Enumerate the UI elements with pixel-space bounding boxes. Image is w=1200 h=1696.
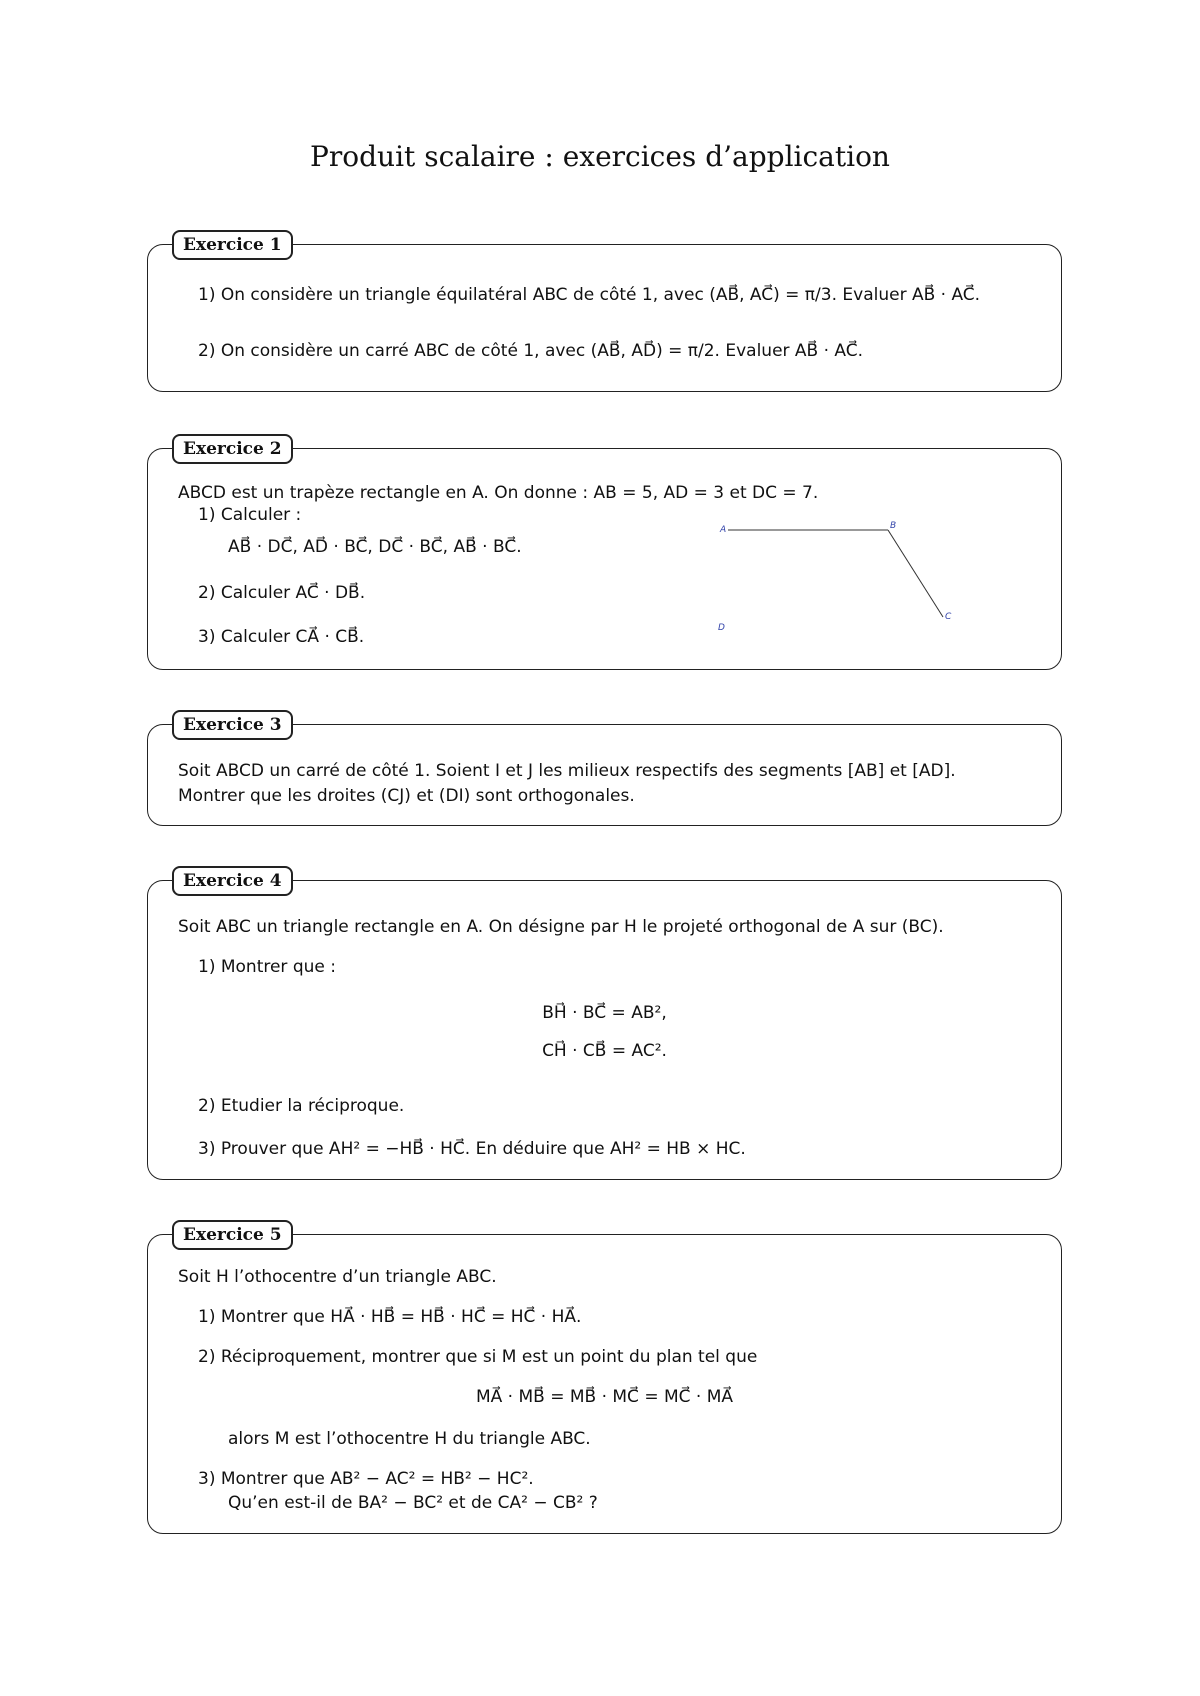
exercise-2-intro: ABCD est un trapèze rectangle en A. On donne : AB = 5, AD = 3 et DC = 7.: [178, 483, 819, 503]
exercise-1-question-1: 1) On considère un triangle équilatéral ABC de côté 1, avec (AB⃗, AC⃗) = π/3. Evaluer AB⃗ · AC⃗.: [198, 285, 981, 305]
exercise-4-label: Exercice 4: [172, 866, 293, 896]
exercise-5-question-3-followup: Qu’en est-il de BA² − BC² et de CA² − CB² ?: [228, 1493, 598, 1513]
figure-segment-bc: [888, 530, 943, 617]
exercise-5-box: [147, 1225, 1062, 1534]
figure-label-d: D: [718, 623, 725, 633]
exercise-5-label: Exercice 5: [172, 1220, 293, 1250]
exercise-5-question-3: 3) Montrer que AB² − AC² = HB² − HC².: [198, 1469, 534, 1489]
exercise-5-intro: Soit H l’othocentre d’un triangle ABC.: [178, 1267, 497, 1287]
exercise-4-intro: Soit ABC un triangle rectangle en A. On désigne par H le projeté orthogonal de A sur (BC).: [178, 917, 944, 937]
exercise-4-question-1: 1) Montrer que :: [198, 957, 336, 977]
exercise-1-question-2: 2) On considère un carré ABC de côté 1, avec (AB⃗, AD⃗) = π/2. Evaluer AB⃗ · AC⃗.: [198, 341, 864, 361]
exercise-3-label: Exercice 3: [172, 710, 293, 740]
exercise-4-question-2: 2) Etudier la réciproque.: [198, 1096, 405, 1116]
figure-label-c: C: [945, 612, 952, 622]
exercise-5-question-2: 2) Réciproquement, montrer que si M est un point du plan tel que: [198, 1347, 758, 1367]
exercise-2-question-1-list: AB⃗ · DC⃗, AD⃗ · BC⃗, DC⃗ · BC⃗, AB⃗ · BC⃗.: [228, 537, 522, 557]
exercise-1-box: [147, 235, 1062, 392]
exercise-2-box: [147, 439, 1062, 670]
exercise-2-question-2: 2) Calculer AC⃗ · DB⃗.: [198, 583, 366, 603]
exercise-4-equation-2: CH⃗ · CB⃗ = AC².: [542, 1041, 667, 1061]
page-title: Produit scalaire : exercices d’application: [310, 140, 890, 173]
exercise-4-equation-1: BH⃗ · BC⃗ = AB²,: [542, 1003, 667, 1023]
exercise-3-box: [147, 715, 1062, 826]
exercise-5-equation: MA⃗ · MB⃗ = MB⃗ · MC⃗ = MC⃗ · MA⃗: [475, 1387, 734, 1407]
figure-label-a: A: [720, 525, 727, 535]
exercise-4-box: [147, 871, 1062, 1180]
figure-label-b: B: [890, 521, 897, 531]
exercise-1-label: Exercice 1: [172, 230, 293, 260]
exercise-2-label: Exercice 2: [172, 434, 293, 464]
exercise-2-question-3: 3) Calculer CA⃗ · CB⃗.: [198, 627, 365, 647]
exercise-3-line-1: Soit ABCD un carré de côté 1. Soient I et J les milieux respectifs des segments [AB] et [AD].: [178, 761, 956, 781]
exercise-2-question-1: 1) Calculer :: [198, 505, 302, 525]
exercise-3-line-2: Montrer que les droites (CJ) et (DI) sont orthogonales.: [178, 786, 635, 806]
exercise-4-question-3: 3) Prouver que AH² = −HB⃗ · HC⃗. En déduire que AH² = HB × HC.: [198, 1139, 746, 1159]
exercise-5-question-1: 1) Montrer que HA⃗ · HB⃗ = HB⃗ · HC⃗ = HC⃗ · HA⃗.: [198, 1307, 582, 1327]
trapezoid-figure: [708, 519, 968, 659]
exercise-5-question-2-conclusion: alors M est l’othocentre H du triangle ABC.: [228, 1429, 591, 1449]
